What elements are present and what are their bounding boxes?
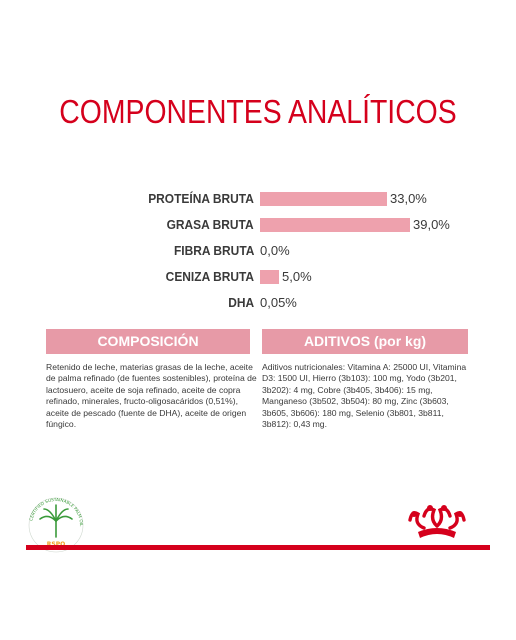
analytics-label: PROTEÍNA BRUTA bbox=[148, 191, 254, 206]
analytics-label: CENIZA BRUTA bbox=[165, 269, 254, 284]
analytics-bar bbox=[260, 218, 410, 232]
page-title: COMPONENTES ANALÍTICOS bbox=[59, 93, 457, 130]
analytics-row-dha bbox=[0, 292, 516, 314]
analytics-value: 5,0% bbox=[282, 269, 312, 284]
analytics-label: FIBRA BRUTA bbox=[173, 243, 254, 258]
analytics-label: GRASA BRUTA bbox=[166, 217, 254, 232]
analytics-row-fibre bbox=[0, 240, 516, 262]
royal-canin-crown-icon bbox=[404, 500, 470, 540]
analytics-row-fat bbox=[0, 214, 516, 236]
composition-header: COMPOSICIÓN bbox=[46, 329, 250, 354]
analytics-row-protein bbox=[0, 188, 516, 210]
analytics-bar bbox=[260, 192, 387, 206]
analytics-value: 39,0% bbox=[413, 217, 450, 232]
bottom-accent-bar bbox=[26, 545, 490, 550]
additives-text: Aditivos nutricionales: Vitamina A: 25000 UI, Vitamina D3: 1500 UI, Hierro (3b103): 100 mg, Yodo (3b201, 3b202): 4 mg, Cobre (3b405, 3b406): 15 mg, Manganeso (3b502, 3b504): 80 mg, Zinc (3b603, 3b605, 3b606): 180 mg, Selenio (3b801, 3b811, 3b812): 0,43 mg. bbox=[262, 362, 467, 430]
analytics-value: 33,0% bbox=[390, 191, 427, 206]
analytics-value: 0,0% bbox=[260, 243, 290, 258]
composition-text: Retenido de leche, materias grasas de la leche, aceite de palma refinado (de fuentes sostenibles), proteína de lactosuero, aceite de soja refinado, aceite de copra refinado, minerales, fructo-oligosacáridos (0,51%), aceite de pescado (fuente de DHA), aceite de origen fúngico. bbox=[46, 362, 257, 430]
seal-ring-text: CERTIFIED SUSTAINABLE PALM OIL bbox=[28, 496, 85, 527]
analytics-label: DHA bbox=[228, 295, 254, 310]
additives-header: ADITIVOS (por kg) bbox=[262, 329, 468, 354]
analytics-bar bbox=[260, 270, 279, 284]
analytics-value: 0,05% bbox=[260, 295, 297, 310]
analytics-row-ash bbox=[0, 266, 516, 288]
